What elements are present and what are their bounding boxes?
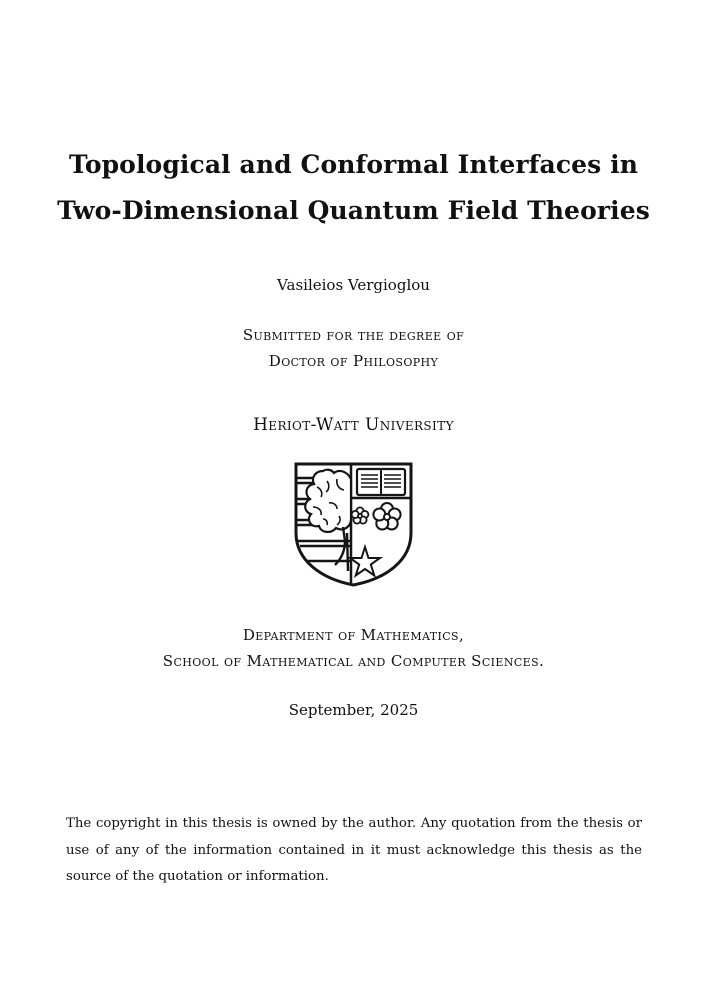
university-name: Heriot-Watt University — [253, 415, 454, 435]
department-line-2: School of Mathematical and Computer Sciences. — [162, 652, 545, 670]
thesis-title-line-2: Two-Dimensional Quantum Field Theories — [57, 196, 650, 225]
thesis-title-line-1: Topological and Conformal Interfaces in — [68, 150, 639, 179]
author-name: Vasileios Vergioglou — [277, 276, 430, 294]
submission-date: September, 2025 — [288, 701, 419, 719]
degree-statement-line-2: Doctor of Philosophy — [268, 352, 439, 370]
degree-statement — [0, 322, 707, 374]
department-line-1: Department of Mathematics, — [242, 626, 465, 644]
heriot-watt-crest-icon — [293, 461, 414, 588]
thesis-title — [0, 142, 707, 234]
degree-statement-line-1: Submitted for the degree of — [242, 326, 465, 344]
department-affiliation — [0, 622, 707, 674]
copyright-notice: The copyright in this thesis is owned by the author. Any quotation from the thesis or use of any of the information contained in it must acknowledge this thesis as the source of the quotation or information. — [66, 816, 642, 885]
